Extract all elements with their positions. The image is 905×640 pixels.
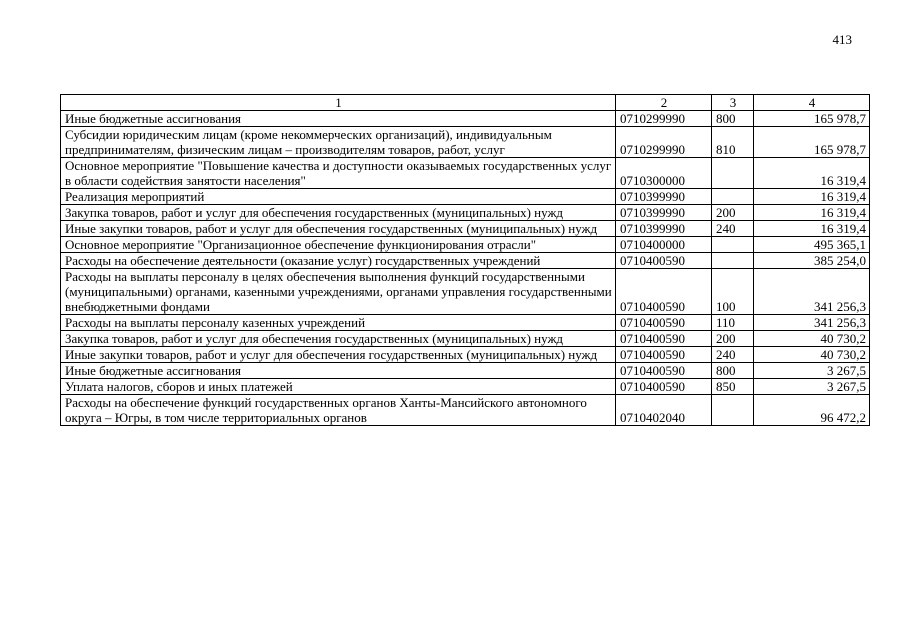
budget-table	[60, 94, 870, 426]
row-code-cell: 0710400590	[616, 253, 712, 269]
budget-table-body	[61, 95, 870, 426]
header-cell-4: 4	[754, 95, 870, 111]
table-row	[61, 221, 870, 237]
row-code-cell: 0710400590	[616, 315, 712, 331]
row-code-cell: 0710400590	[616, 379, 712, 395]
row-name-cell: Иные бюджетные ассигнования	[61, 111, 616, 127]
row-name-cell: Иные закупки товаров, работ и услуг для обеспечения государственных (муниципальных) нужд	[61, 221, 616, 237]
table-row	[61, 158, 870, 189]
row-amount-cell: 385 254,0	[754, 253, 870, 269]
row-code-cell: 0710300000	[616, 158, 712, 189]
table-row	[61, 395, 870, 426]
row-code-cell: 0710402040	[616, 395, 712, 426]
row-type-cell: 200	[712, 331, 754, 347]
row-amount-cell: 341 256,3	[754, 315, 870, 331]
row-name-cell: Уплата налогов, сборов и иных платежей	[61, 379, 616, 395]
table-row	[61, 205, 870, 221]
row-amount-cell: 165 978,7	[754, 127, 870, 158]
table-row	[61, 347, 870, 363]
row-name-cell: Расходы на выплаты персоналу казенных учреждений	[61, 315, 616, 331]
row-amount-cell: 495 365,1	[754, 237, 870, 253]
row-type-cell	[712, 189, 754, 205]
row-amount-cell: 16 319,4	[754, 189, 870, 205]
row-name-cell: Расходы на выплаты персоналу в целях обеспечения выполнения функций государственными (муниципальными) органами, казенными учреждениями, органами управления государственными внебюджетными фондами	[61, 269, 616, 315]
row-name-cell: Реализация мероприятий	[61, 189, 616, 205]
row-name-cell: Основное мероприятие "Организационное обеспечение функционирования отрасли"	[61, 237, 616, 253]
table-row	[61, 189, 870, 205]
row-code-cell: 0710399990	[616, 189, 712, 205]
row-type-cell: 810	[712, 127, 754, 158]
table-row	[61, 253, 870, 269]
row-type-cell	[712, 253, 754, 269]
row-code-cell: 0710400000	[616, 237, 712, 253]
row-type-cell: 200	[712, 205, 754, 221]
table-row	[61, 331, 870, 347]
table-row	[61, 127, 870, 158]
table-row	[61, 363, 870, 379]
row-code-cell: 0710400590	[616, 331, 712, 347]
row-code-cell: 0710400590	[616, 269, 712, 315]
row-type-cell	[712, 158, 754, 189]
row-name-cell: Закупка товаров, работ и услуг для обеспечения государственных (муниципальных) нужд	[61, 205, 616, 221]
row-type-cell: 240	[712, 221, 754, 237]
table-row	[61, 379, 870, 395]
header-cell-2: 2	[616, 95, 712, 111]
row-type-cell	[712, 395, 754, 426]
row-type-cell: 800	[712, 363, 754, 379]
row-name-cell: Основное мероприятие "Повышение качества и доступности оказываемых государственных услуг в области содействия занятости населения"	[61, 158, 616, 189]
row-amount-cell: 16 319,4	[754, 158, 870, 189]
row-name-cell: Иные бюджетные ассигнования	[61, 363, 616, 379]
row-amount-cell: 40 730,2	[754, 347, 870, 363]
row-amount-cell: 341 256,3	[754, 269, 870, 315]
row-name-cell: Расходы на обеспечение функций государственных органов Ханты-Мансийского автономного округа – Югры, в том числе территориальных органов	[61, 395, 616, 426]
row-code-cell: 0710299990	[616, 111, 712, 127]
row-name-cell: Закупка товаров, работ и услуг для обеспечения государственных (муниципальных) нужд	[61, 331, 616, 347]
row-amount-cell: 165 978,7	[754, 111, 870, 127]
table-row	[61, 237, 870, 253]
row-amount-cell: 3 267,5	[754, 379, 870, 395]
header-cell-3: 3	[712, 95, 754, 111]
row-type-cell: 240	[712, 347, 754, 363]
row-code-cell: 0710400590	[616, 363, 712, 379]
table-row	[61, 269, 870, 315]
row-amount-cell: 16 319,4	[754, 221, 870, 237]
header-cell-1: 1	[61, 95, 616, 111]
page-number: 413	[832, 32, 852, 47]
row-code-cell: 0710299990	[616, 127, 712, 158]
row-type-cell	[712, 237, 754, 253]
row-type-cell: 800	[712, 111, 754, 127]
table-row	[61, 111, 870, 127]
row-amount-cell: 16 319,4	[754, 205, 870, 221]
row-type-cell: 850	[712, 379, 754, 395]
row-amount-cell: 40 730,2	[754, 331, 870, 347]
row-type-cell: 110	[712, 315, 754, 331]
row-name-cell: Расходы на обеспечение деятельности (оказание услуг) государственных учреждений	[61, 253, 616, 269]
row-amount-cell: 96 472,2	[754, 395, 870, 426]
row-name-cell: Иные закупки товаров, работ и услуг для обеспечения государственных (муниципальных) нужд	[61, 347, 616, 363]
row-code-cell: 0710399990	[616, 205, 712, 221]
row-name-cell: Субсидии юридическим лицам (кроме некоммерческих организаций), индивидуальным предпринимателям, физическим лицам – производителям товаров, работ, услуг	[61, 127, 616, 158]
row-type-cell: 100	[712, 269, 754, 315]
row-amount-cell: 3 267,5	[754, 363, 870, 379]
table-header-row	[61, 95, 870, 111]
row-code-cell: 0710399990	[616, 221, 712, 237]
row-code-cell: 0710400590	[616, 347, 712, 363]
table-row	[61, 315, 870, 331]
